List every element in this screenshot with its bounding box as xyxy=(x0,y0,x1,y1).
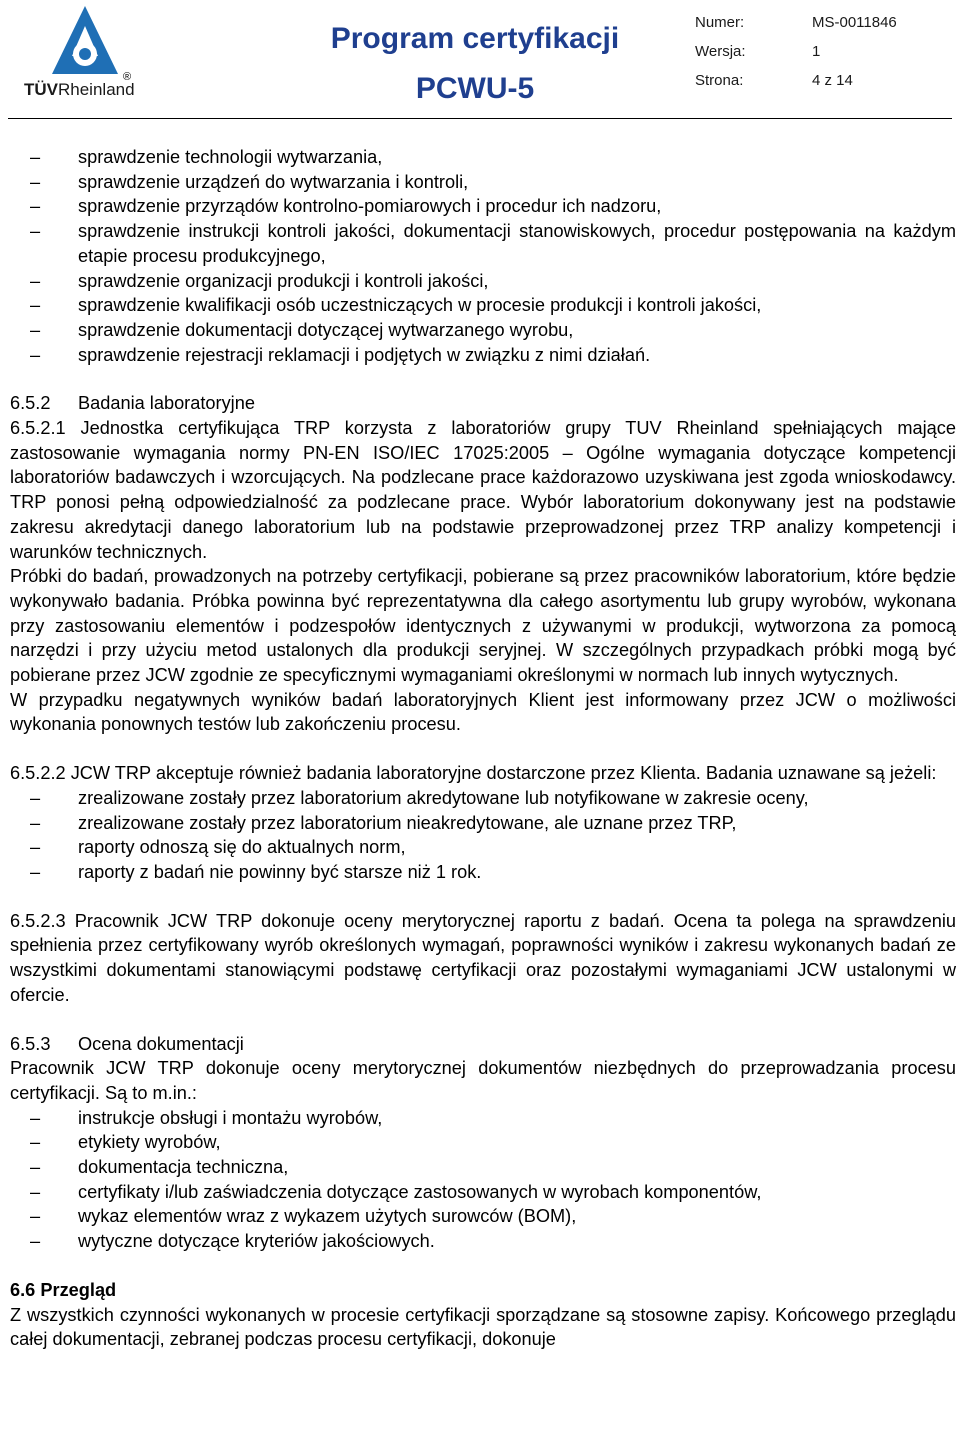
section-heading-6-5-2: 6.5.2 Badania laboratoryjne xyxy=(10,393,255,414)
document-code: PCWU-5 xyxy=(415,72,535,105)
page-header xyxy=(0,0,960,120)
list-item: – sprawdzenie organizacji produkcji i kontroli jakości, xyxy=(10,269,956,294)
paragraph-negative-results: W przypadku negatywnych wyników badań laboratoryjnych Klient jest informowany przez JCW o możliwości wykonania ponownych testów lub zakończeniu procesu. xyxy=(10,689,956,735)
list-item: – sprawdzenie przyrządów kontrolno-pomiarowych i procedur ich nadzoru, xyxy=(10,194,956,219)
list-item: – etykiety wyrobów, xyxy=(10,1130,956,1155)
list-item: – instrukcje obsługi i montażu wyrobów, xyxy=(10,1106,956,1131)
list-item: – sprawdzenie rejestracji reklamacji i podjętych w związku z nimi działań. xyxy=(10,343,956,368)
list-item: – sprawdzenie instrukcji kontroli jakości, dokumentacji stanowiskowych, procedur postępowania na każdym etapie procesu produkcyjnego, xyxy=(10,219,956,268)
list-item: – wytyczne dotyczące kryteriów jakościowych. xyxy=(10,1229,956,1254)
meta-number: Numer: MS-0011846 xyxy=(695,14,897,31)
documentation-list xyxy=(10,1106,956,1254)
list-item: – raporty z badań nie powinny być starsze niż 1 rok. xyxy=(10,860,956,885)
document-body xyxy=(10,145,956,1352)
document-meta xyxy=(695,14,955,101)
list-item: – zrealizowane zostały przez laboratorium nieakredytowane, ale uznane przez TRP, xyxy=(10,811,956,836)
spacer xyxy=(10,885,956,909)
list-item: – sprawdzenie technologii wytwarzania, xyxy=(10,145,956,170)
spacer xyxy=(10,1008,956,1032)
list-item: – raporty odnoszą się do aktualnych norm, xyxy=(10,835,956,860)
accepted-tests-list xyxy=(10,786,956,885)
paragraph-samples: Próbki do badań, prowadzonych na potrzeby certyfikacji, pobierane są przez pracowników laboratorium, które będzie wykonywało badania. Próbka powinna być reprezentatywna dla całego asortymentu lub grupy wyrobów, wykonana przy zastosowaniu elementów i podzespołów identycznych z używanymi w produkcji, wytworzona za pomocą narzędzi i przy użyciu metod ustalonych dla produkcji seryjnej. W szczególnych przypadkach próbki mogą być pobierane przez JCW zgodnie ze specyficznymi wymaganiami określonymi w normach lub innych wytycznych. xyxy=(10,566,956,686)
list-item: – sprawdzenie urządzeń do wytwarzania i kontroli, xyxy=(10,170,956,195)
paragraph-6-5-2-1: 6.5.2.1 Jednostka certyfikująca TRP korzysta z laboratoriów grupy TUV Rheinland spełniających mające zastosowanie wymagania normy PN-EN ISO/IEC 17025:2005 – Ogólne wymagania dotyczące kompetencji laboratoriów badawczych i wzorcujących. Na podzlecane prace każdorazowo uzyskiwana jest zgoda wnioskodawcy. TRP ponosi pełną odpowiedzialność za podzlecane prace. Wybór laboratorium dokonywany jest na podstawie zakresu akredytacji danego laboratorium lub na podstawie przeprowadzonej przez TRP analizy kompetencji i warunków technicznych. xyxy=(10,418,956,562)
spacer xyxy=(10,367,956,391)
section-heading-6-5-3: 6.5.3 Ocena dokumentacji xyxy=(10,1033,244,1054)
list-item: – certyfikaty i/lub zaświadczenia dotyczące zastosowanych w wyrobach komponentów, xyxy=(10,1180,956,1205)
paragraph-review: Z wszystkich czynności wykonanych w procesie certyfikacji sporządzane są stosowne zapisy. Końcowego przeglądu całej dokumentacji, zebranej podczas procesu certyfikacji, dokonuje xyxy=(10,1304,956,1350)
meta-version: Wersja: 1 xyxy=(695,43,821,60)
document-title: Program certyfikacji xyxy=(330,22,620,55)
tuv-triangle-icon xyxy=(50,4,120,78)
meta-page: Strona: 4 z 14 xyxy=(695,72,853,89)
list-item: – sprawdzenie dokumentacji dotyczącej wytwarzanego wyrobu, xyxy=(10,318,956,343)
list-item: – sprawdzenie kwalifikacji osób uczestniczących w procesie produkcji i kontroli jakości, xyxy=(10,293,956,318)
paragraph-6-5-2-2: 6.5.2.2 JCW TRP akceptuje również badania laboratoryjne dostarczone przez Klienta. Badania uznawane są jeżeli: xyxy=(10,763,937,784)
list-item: – zrealizowane zostały przez laboratorium akredytowane lub notyfikowane w zakresie oceny, xyxy=(10,786,956,811)
paragraph-documentation: Pracownik JCW TRP dokonuje oceny merytorycznej dokumentów niezbędnych do przeprowadzania procesu certyfikacji. Są to m.in.: xyxy=(10,1058,956,1103)
registered-mark: ® xyxy=(123,71,132,83)
paragraph-6-5-2-3: 6.5.2.3 Pracownik JCW TRP dokonuje oceny merytorycznej raportu z badań. Ocena ta polega na sprawdzeniu spełnienia przez certyfikowany wyrób określonych wymagań, poprawności wyników i zakresu wykonanych badań ze wszystkimi dokumentami stanowiącymi podstawę certyfikacji oraz pozostałymi wymaganiami JCW ustalonymi w ofercie. xyxy=(10,910,956,1005)
spacer xyxy=(10,1254,956,1278)
header-divider xyxy=(8,118,952,119)
inspection-checklist xyxy=(10,145,956,367)
section-heading-6-6: 6.6 Przegląd xyxy=(10,1279,117,1300)
spacer xyxy=(10,737,956,761)
tuv-rheinland-logo xyxy=(22,4,148,104)
list-item: – dokumentacja techniczna, xyxy=(10,1155,956,1180)
logo-wordmark: TÜVRheinland xyxy=(24,80,135,99)
list-item: – wykaz elementów wraz z wykazem użytych surowców (BOM), xyxy=(10,1204,956,1229)
